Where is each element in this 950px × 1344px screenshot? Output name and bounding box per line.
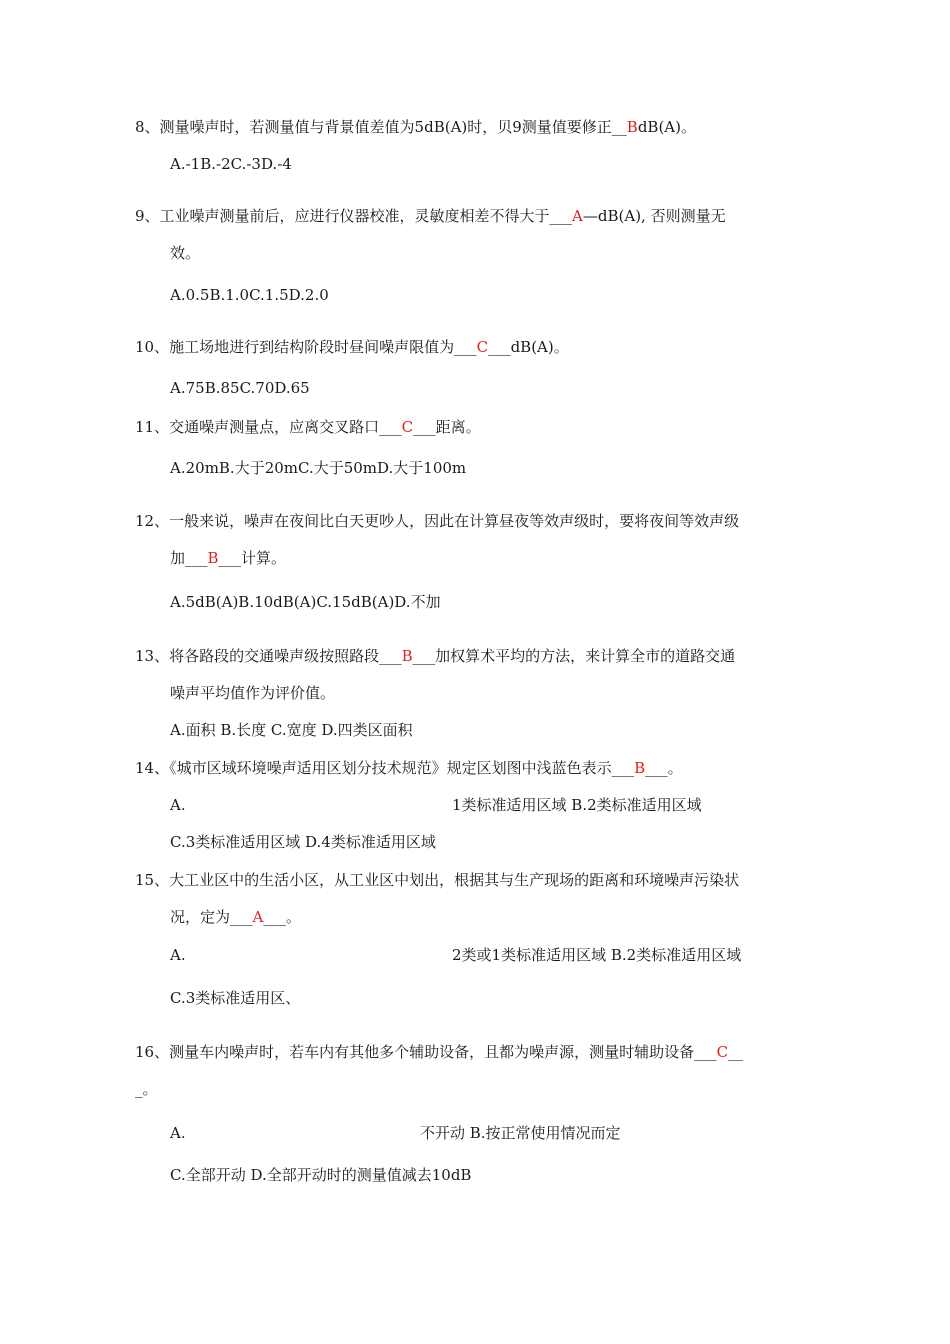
options-15-continued: C.3类标准适用区、 <box>170 989 301 1007</box>
option-a-14: A. <box>170 796 186 814</box>
question-15: 15、大工业区中的生活小区，从工业区中划出，根据其与生产现场的距离和环境噪声污染状 <box>135 871 740 889</box>
option-a-16: A. <box>170 1124 186 1142</box>
answer-9: A <box>572 207 583 225</box>
question-10: 10、施工场地进行到结构阶段时昼间噪声限值为___C___dB(A)。 <box>135 338 569 356</box>
answer-11: C <box>401 418 414 436</box>
options-16: 不开动 B.按正常使用情况而定 <box>420 1124 621 1142</box>
answer-13: B <box>401 647 413 665</box>
answer-10: C <box>476 338 489 356</box>
option-a-15: A. <box>170 946 186 964</box>
options-8: A.-1B.-2C.-3D.-4 <box>170 155 292 173</box>
options-13: A.面积 B.长度 C.宽度 D.四类区面积 <box>170 721 413 739</box>
question-8: 8、测量噪声时，若测量值与背景值差值为5dB(A)时，贝9测量值要修正__BdB(A)。 <box>135 118 696 136</box>
options-16-continued: C.全部开动 D.全部开动时的测量值减去10dB <box>170 1166 472 1184</box>
options-9: A.0.5B.1.0C.1.5D.2.0 <box>170 286 329 304</box>
question-15-continued: 况，定为___A___。 <box>170 908 301 926</box>
options-14-continued: C.3类标准适用区域 D.4类标准适用区域 <box>170 833 436 851</box>
options-15: 2类或1类标准适用区域 B.2类标准适用区域 <box>452 946 742 964</box>
question-9: 9、工业噪声测量前后，应进行仪器校准，灵敏度相差不得大于___A—dB(A), 否则测量无 <box>135 207 726 225</box>
answer-12: B <box>207 549 219 567</box>
question-16: 16、测量车内噪声时，若车内有其他多个辅助设备，且都为噪声源，测量时辅助设备___C__ <box>135 1043 744 1061</box>
options-11: A.20mB.大于20mC.大于50mD.大于100m <box>170 459 467 477</box>
question-11: 11、交通噪声测量点，应离交叉路口___C___距离。 <box>135 418 481 436</box>
options-14: 1类标准适用区域 B.2类标准适用区域 <box>452 796 702 814</box>
answer-14: B <box>634 759 646 777</box>
question-12: 12、一般来说，噪声在夜间比白天更吵人，因此在计算昼夜等效声级时，要将夜间等效声级 <box>135 512 740 530</box>
options-12: A.5dB(A)B.10dB(A)C.15dB(A)D.不加 <box>170 593 441 611</box>
question-12-continued: 加___B___计算。 <box>170 549 287 567</box>
answer-15: A <box>252 908 264 926</box>
options-10: A.75B.85C.70D.65 <box>170 379 310 397</box>
question-13-continued: 噪声平均值作为评价值。 <box>170 684 336 702</box>
question-9-continued: 效。 <box>170 244 201 262</box>
answer-16: C <box>716 1043 729 1061</box>
question-14: 14、《城市区域环境噪声适用区划分技术规范》规定区划图中浅蓝色表示___B___。 <box>135 759 683 777</box>
question-13: 13、将各路段的交通噪声级按照路段___B___加权算术平均的方法，来计算全市的道路交通 <box>135 647 736 665</box>
answer-8: B <box>626 118 638 136</box>
question-16-continued: _。 <box>135 1080 158 1098</box>
